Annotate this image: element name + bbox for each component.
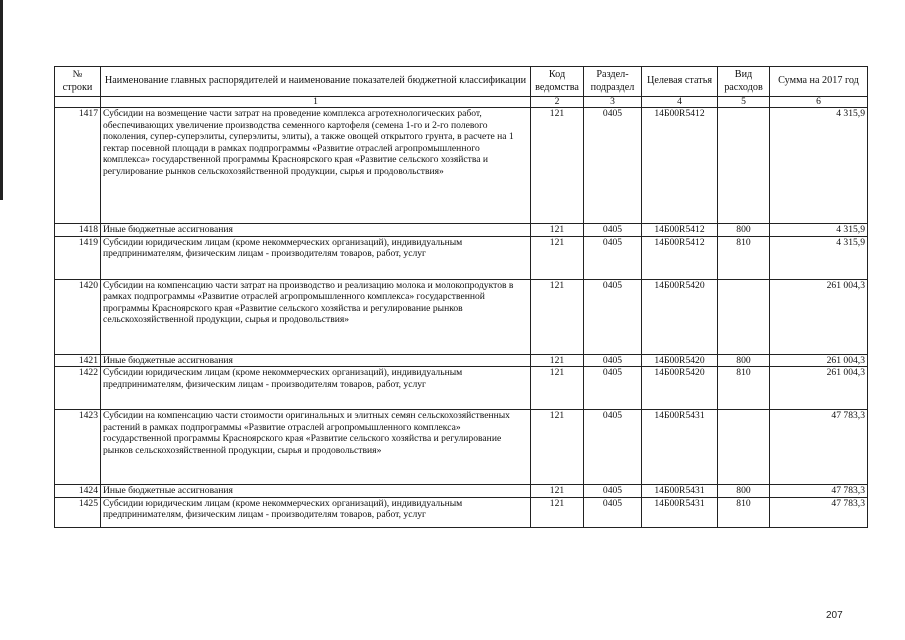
row-type: 800	[718, 224, 770, 237]
row-number: 1419	[55, 236, 101, 279]
row-sum: 47 783,3	[770, 485, 868, 498]
row-type	[718, 410, 770, 485]
row-type: 810	[718, 497, 770, 527]
row-number: 1423	[55, 410, 101, 485]
table-row	[55, 224, 868, 237]
row-name: Иные бюджетные ассигнования	[101, 354, 531, 367]
row-ved: 121	[531, 410, 584, 485]
row-ved: 121	[531, 236, 584, 279]
row-sum: 4 315,9	[770, 236, 868, 279]
row-name: Субсидии юридическим лицам (кроме некоммерческих организаций), индивидуальным предпринимателям, физическим лицам - производителям товаров, работ, услуг	[101, 367, 531, 410]
row-target: 14Б00R5412	[642, 108, 718, 224]
colnum-cell: 4	[642, 97, 718, 108]
row-name: Субсидии юридическим лицам (кроме некоммерческих организаций), индивидуальным предпринимателям, физическим лицам - производителям товаров, работ, услуг	[101, 236, 531, 279]
row-name: Субсидии на возмещение части затрат на проведение комплекса агротехнологических работ, обеспечивающих увеличение производства семенного картофеля (семена 1-го и 2-го полевого поколения, супер-суперэлиты, суперэлиты, элиты), а также овощей открытого грунта, в расчете на 1 гектар посевной площади в рамках подпрограммы «Развитие отраслей агропромышленного комплекса» государственной программы Красноярского края «Развитие сельского хозяйства и регулирование рынков сельскохозяйственной продукции, сырья и продовольствия»	[101, 108, 531, 224]
row-sum: 261 004,3	[770, 367, 868, 410]
row-number: 1422	[55, 367, 101, 410]
row-ved: 121	[531, 279, 584, 354]
row-ved: 121	[531, 485, 584, 498]
row-name: Субсидии на компенсацию части затрат на производство и реализацию молока и молокопродуктов в рамках подпрограммы «Развитие отраслей агропромышленного комплекса» государственной программы Красноярского края «Развитие сельского хозяйства и регулирование рынков сельскохозяйственной продукции, сырья и продовольствия»	[101, 279, 531, 354]
row-target: 14Б00R5420	[642, 279, 718, 354]
colnum-cell: 2	[531, 97, 584, 108]
row-ved: 121	[531, 354, 584, 367]
row-ved: 121	[531, 224, 584, 237]
row-number: 1418	[55, 224, 101, 237]
row-number: 1425	[55, 497, 101, 527]
col-header-type: Вид расходов	[718, 67, 770, 97]
row-razdel: 0405	[584, 108, 642, 224]
row-target: 14Б00R5431	[642, 410, 718, 485]
row-number: 1420	[55, 279, 101, 354]
row-razdel: 0405	[584, 497, 642, 527]
table-row	[55, 354, 868, 367]
row-type	[718, 279, 770, 354]
col-header-sum: Сумма на 2017 год	[770, 67, 868, 97]
scan-edge-line	[0, 0, 3, 200]
table-row	[55, 410, 868, 485]
table-row	[55, 367, 868, 410]
colnum-cell: 5	[718, 97, 770, 108]
row-target: 14Б00R5412	[642, 224, 718, 237]
col-header-razdel: Раздел-подраздел	[584, 67, 642, 97]
table-row	[55, 236, 868, 279]
row-razdel: 0405	[584, 279, 642, 354]
row-razdel: 0405	[584, 485, 642, 498]
col-header-target: Целевая статья	[642, 67, 718, 97]
row-name: Иные бюджетные ассигнования	[101, 485, 531, 498]
row-name: Субсидии на компенсацию части стоимости оригинальных и элитных семян сельскохозяйственных растений в рамках подпрограммы «Развитие отраслей агропромышленного комплекса» государственной программы Красноярского края «Развитие сельского хозяйства и регулирование рынков сельскохозяйственной продукции, сырья и продовольствия»	[101, 410, 531, 485]
col-header-number: № строки	[55, 67, 101, 97]
row-sum: 261 004,3	[770, 279, 868, 354]
row-sum: 4 315,9	[770, 108, 868, 224]
colnum-cell: 3	[584, 97, 642, 108]
row-razdel: 0405	[584, 410, 642, 485]
row-number: 1421	[55, 354, 101, 367]
row-type: 810	[718, 236, 770, 279]
row-sum: 4 315,9	[770, 224, 868, 237]
row-target: 14Б00R5431	[642, 485, 718, 498]
colnum-cell: 6	[770, 97, 868, 108]
row-target: 14Б00R5412	[642, 236, 718, 279]
table-row	[55, 108, 868, 224]
row-number: 1424	[55, 485, 101, 498]
table-row	[55, 279, 868, 354]
column-numbers-row	[55, 97, 868, 108]
row-razdel: 0405	[584, 354, 642, 367]
row-ved: 121	[531, 497, 584, 527]
row-sum: 47 783,3	[770, 497, 868, 527]
row-ved: 121	[531, 108, 584, 224]
row-type: 800	[718, 485, 770, 498]
header-row	[55, 67, 868, 97]
row-type	[718, 108, 770, 224]
page-number: 207	[826, 610, 843, 621]
row-name: Иные бюджетные ассигнования	[101, 224, 531, 237]
table-row	[55, 497, 868, 527]
colnum-cell: 1	[101, 97, 531, 108]
row-number: 1417	[55, 108, 101, 224]
row-sum: 47 783,3	[770, 410, 868, 485]
row-target: 14Б00R5431	[642, 497, 718, 527]
row-ved: 121	[531, 367, 584, 410]
table-row	[55, 485, 868, 498]
row-sum: 261 004,3	[770, 354, 868, 367]
row-target: 14Б00R5420	[642, 367, 718, 410]
row-target: 14Б00R5420	[642, 354, 718, 367]
row-razdel: 0405	[584, 367, 642, 410]
col-header-ved: Код ведомства	[531, 67, 584, 97]
row-name: Субсидии юридическим лицам (кроме некоммерческих организаций), индивидуальным предпринимателям, физическим лицам - производителям товаров, работ, услуг	[101, 497, 531, 527]
row-razdel: 0405	[584, 224, 642, 237]
colnum-cell	[55, 97, 101, 108]
budget-table	[54, 66, 868, 528]
col-header-name: Наименование главных распорядителей и наименование показателей бюджетной классификации	[101, 67, 531, 97]
row-type: 810	[718, 367, 770, 410]
row-type: 800	[718, 354, 770, 367]
row-razdel: 0405	[584, 236, 642, 279]
